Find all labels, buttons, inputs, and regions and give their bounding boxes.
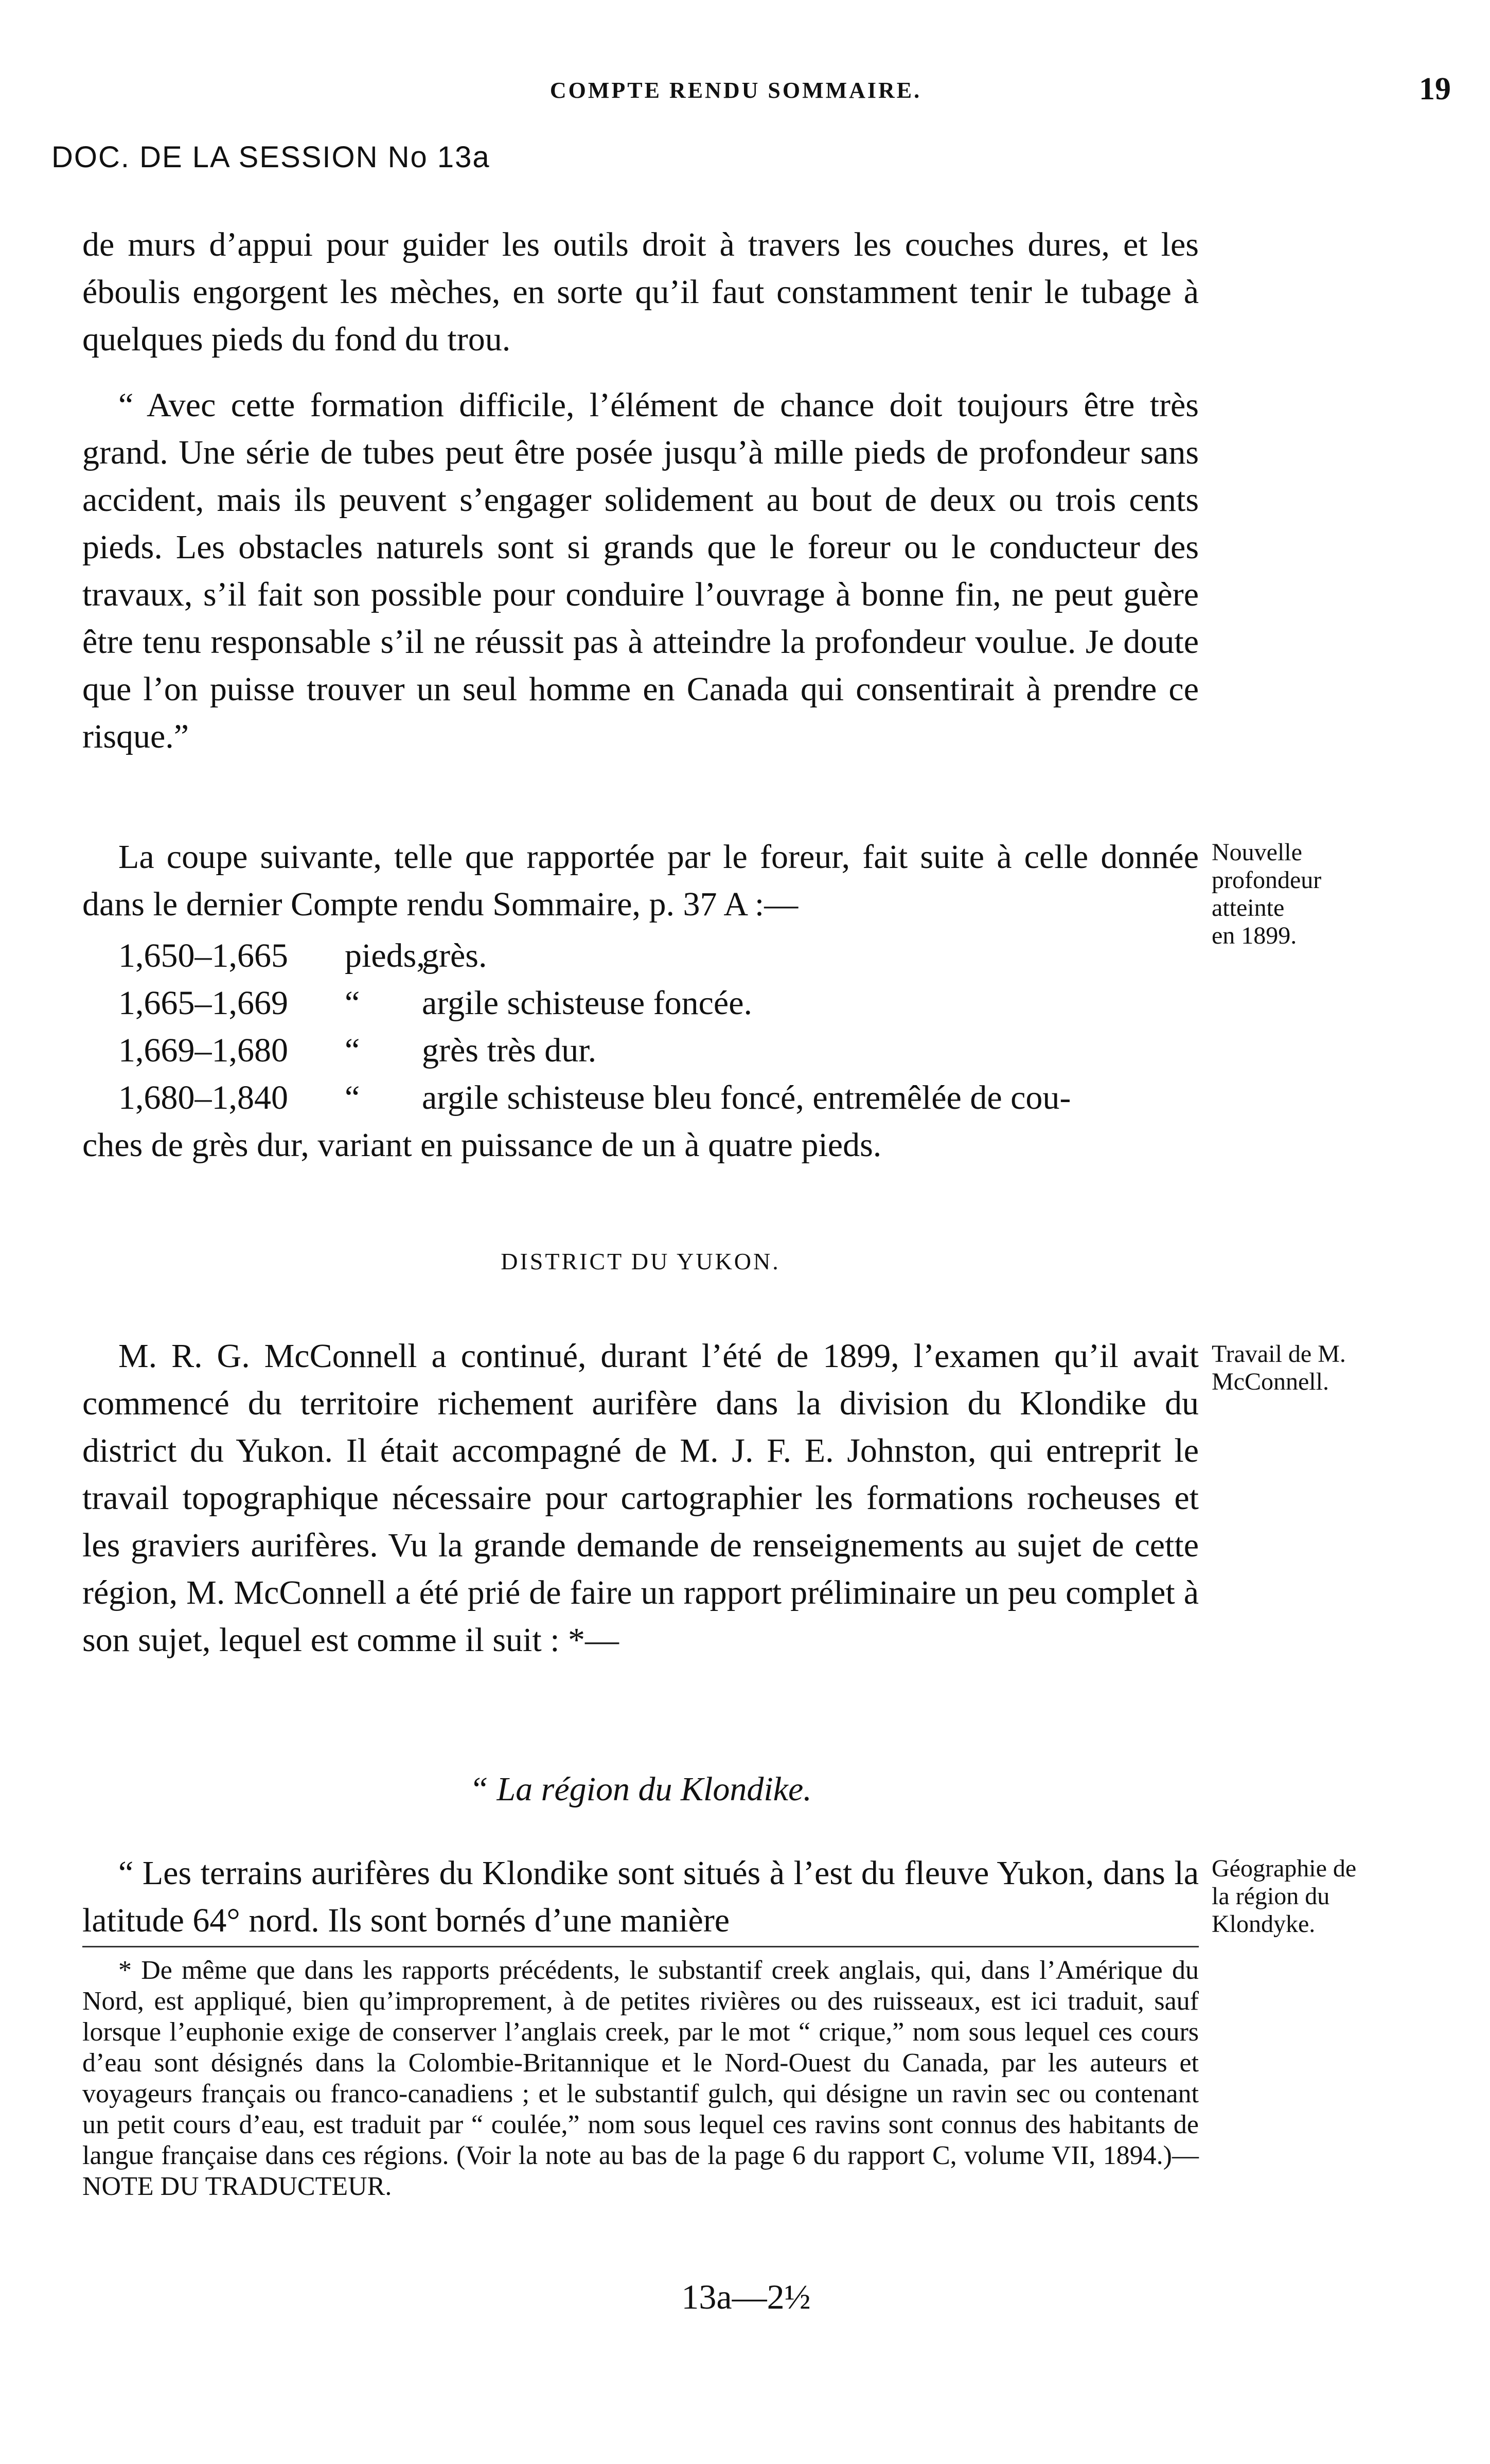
margin-note-line: Klondyke.	[1212, 1910, 1316, 1938]
coupe-row	[118, 1027, 596, 1074]
paragraph-text: “ Les terrains aurifères du Klondike sont situés à l’est du fleuve Yukon, dans la latitude 64° nord. Ils sont bornés d’une manière	[82, 1854, 1199, 1939]
coupe-unit: pieds,	[345, 937, 425, 974]
klondike-paragraph	[82, 1850, 1199, 1944]
paragraph-2	[82, 382, 1199, 760]
coupe-range: 1,665–1,669	[118, 984, 288, 1022]
district-paragraph	[82, 1333, 1199, 1664]
coupe-desc: grès.	[422, 937, 487, 974]
footnote-text: * De même que dans les rapports précédents, le substantif creek anglais, qui, dans l’Amérique du Nord, est appliqué, bien qu’improprement, à de petites rivières ou des ruisseaux, est ici traduit, sauf lorsque l’euphonie exige de conserver l’anglais creek, par le mot “ crique,” nom sous lequel ces cours d’eau sont désignés dans la Colombie-Britannique et le Nord-Ouest du Canada, par les auteurs et voyageurs français ou franco-canadiens ; et le substantif gulch, qui désigne un ravin sec ou contenant un petit cours d’eau, est traduit par “ coulée,” nom sous lequel ces ravins sont connus des habitants de langue française dans ces régions. (Voir la note au bas de la page 6 du rapport C, volume VII, 1894.)—NOTE DU TRADUCTEUR.	[82, 1956, 1199, 2201]
paragraph-1	[82, 221, 1199, 363]
section-title-district: DISTRICT DU YUKON.	[501, 1248, 781, 1274]
coupe-row	[118, 932, 487, 980]
subsection-title-klondike: “ La région du Klondike.	[469, 1770, 812, 1808]
margin-note-line: McConnell.	[1212, 1368, 1329, 1395]
margin-note-line: en 1899.	[1212, 922, 1297, 949]
coupe-range: 1,650–1,665	[118, 937, 288, 974]
page-number: 19	[1419, 72, 1451, 107]
running-title: COMPTE RENDU SOMMAIRE.	[549, 78, 922, 103]
coupe-range: 1,669–1,680	[118, 1032, 288, 1069]
margin-note-line: atteinte	[1212, 894, 1285, 921]
coupe-row	[118, 980, 752, 1027]
margin-note-travail	[1212, 1340, 1428, 1396]
paragraph-text: de murs d’appui pour guider les outils droit à travers les couches dures, et les éboulis engorgent les mèches, en sorte qu’il faut constamment tenir le tubage à quelques pieds du fond du trou.	[82, 226, 1199, 358]
paragraph-text: “ Avec cette formation difficile, l’élément de chance doit toujours être très grand. Une série de tubes peut être posée jusqu’à mille pieds de profondeur sans accident, mais ils peuvent s’engager solidement au bout de deux ou trois cents pieds. Les obstacles naturels sont si grands que le foreur ou le conducteur des travaux, s’il fait son possible pour conduire l’ouvrage à bonne fin, ne peut guère être tenu responsable s’il ne réussit pas à atteindre la profondeur voulue. Je doute que l’on puisse trouver un seul homme en Canada qui consentirait à prendre ce risque.”	[82, 386, 1199, 755]
coupe-continuation	[82, 1122, 1199, 1169]
margin-note-nouvelle-profondeur	[1212, 839, 1428, 950]
footnote-divider	[82, 1946, 1199, 1947]
paragraph-3	[82, 834, 1199, 928]
paragraph-text: M. R. G. McConnell a continué, durant l’été de 1899, l’examen qu’il avait commencé du territoire richement aurifère dans la division du Klondike du district du Yukon. Il était accompagné de M. J. F. E. Johnston, qui entreprit le travail topographique nécessaire pour cartographier les formations rocheuses et les graviers aurifères. Vu la grande demande de renseignements au sujet de cette région, M. McConnell a été prié de faire un rapport préliminaire un peu complet à son sujet, lequel est comme il suit : *—	[82, 1337, 1199, 1659]
paragraph-text: La coupe suivante, telle que rapportée par le foreur, fait suite à celle donnée dans le dernier Compte rendu Sommaire, p. 37 A :—	[82, 838, 1199, 923]
margin-note-line: la région du	[1212, 1883, 1330, 1910]
margin-note-line: Travail de M.	[1212, 1340, 1346, 1368]
coupe-ditto: “	[345, 1032, 360, 1069]
coupe-desc: argile schisteuse bleu foncé, entremêlée de cou-	[422, 1079, 1071, 1116]
coupe-row	[118, 1074, 1071, 1122]
doc-session-label: DOC. DE LA SESSION No 13a	[51, 140, 490, 174]
folio-signature: 13a—2½	[681, 2277, 811, 2316]
paragraph-text: ches de grès dur, variant en puissance de un à quatre pieds.	[82, 1126, 882, 1164]
margin-note-line: profondeur	[1212, 866, 1322, 894]
coupe-ditto: “	[345, 984, 360, 1022]
footnote	[82, 1955, 1199, 2202]
margin-note-line: Nouvelle	[1212, 839, 1302, 866]
coupe-ditto: “	[345, 1079, 360, 1116]
coupe-desc: argile schisteuse foncée.	[422, 984, 753, 1022]
margin-note-geographie	[1212, 1855, 1428, 1938]
coupe-range: 1,680–1,840	[118, 1079, 288, 1116]
margin-note-line: Géographie de	[1212, 1855, 1357, 1882]
coupe-desc: grès très dur.	[422, 1032, 597, 1069]
